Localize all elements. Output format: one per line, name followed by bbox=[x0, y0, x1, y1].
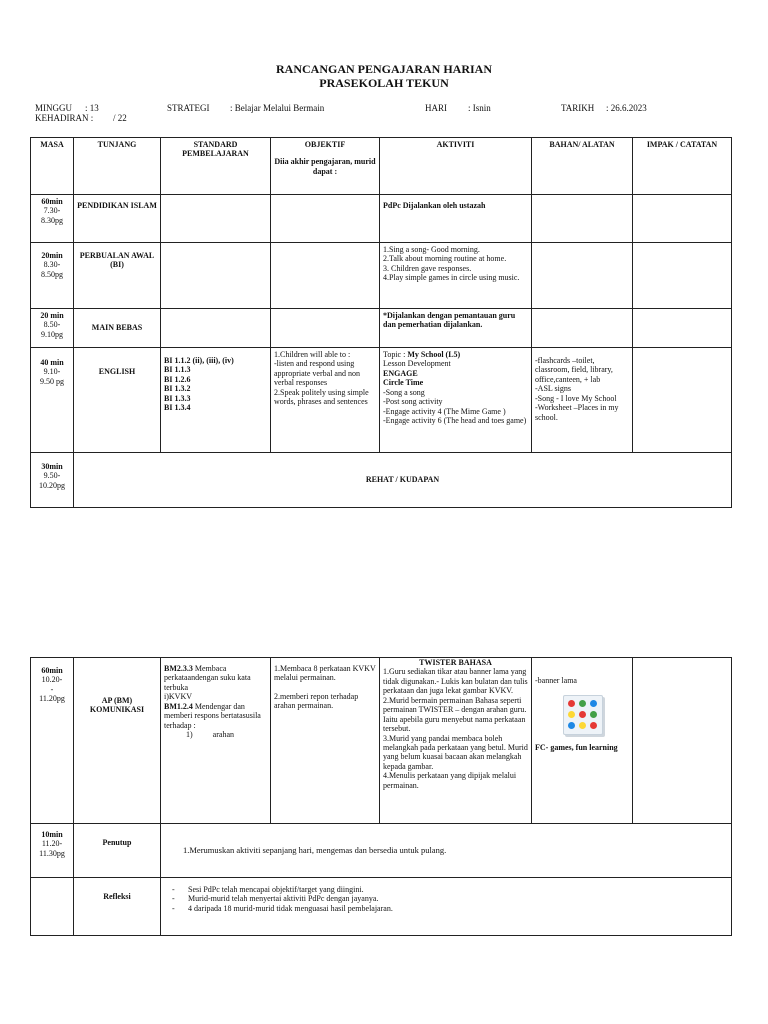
header-objektif bbox=[271, 138, 380, 195]
strategi-value: : Belajar Melalui Bermain bbox=[230, 103, 325, 113]
aktiviti-line: -Post song activity bbox=[383, 397, 443, 407]
page-subtitle: PRASEKOLAH TEKUN bbox=[319, 76, 449, 90]
bahan-line: -Song - I love My School bbox=[535, 393, 617, 403]
impak-cell bbox=[633, 243, 732, 309]
bahan-line: -Worksheet –Places in my school. bbox=[535, 403, 619, 422]
masa-time: 11.20- 11.30pg bbox=[39, 839, 65, 858]
standard-code: BI 1.3.3 bbox=[164, 393, 191, 403]
tunjang-cell: Refleksi bbox=[74, 878, 161, 936]
aktiviti-line: 4.Play simple games in circle using music. bbox=[383, 273, 520, 283]
objektif-cell bbox=[271, 309, 380, 348]
standard-cell bbox=[161, 243, 271, 309]
standard-code: BI 1.3.4 bbox=[164, 403, 191, 413]
topic-value: My School (L5) bbox=[407, 350, 461, 359]
bahan-line: FC- games, fun learning bbox=[535, 743, 618, 753]
twister-dot bbox=[590, 722, 597, 729]
masa-time: 10.20- - 11.20pg bbox=[39, 675, 65, 704]
masa-cell bbox=[31, 309, 74, 348]
hari-label: HARI bbox=[425, 103, 447, 113]
twister-dot bbox=[579, 700, 586, 707]
header-masa: MASA bbox=[31, 138, 74, 195]
rehat-cell: REHAT / KUDAPAN bbox=[74, 453, 732, 508]
impak-cell bbox=[633, 195, 732, 243]
table-row bbox=[31, 824, 732, 878]
twister-dot bbox=[579, 722, 586, 729]
masa-time: 7.30- 8.30pg bbox=[41, 206, 63, 225]
table-row bbox=[31, 348, 732, 453]
objektif-line: 2.Speak politely using simple words, phrases and sentences bbox=[274, 387, 369, 407]
standard-code: BI 1.1.2 (ii), (iii), (iv) bbox=[164, 356, 234, 365]
standard-code: BI 1.2.6 bbox=[164, 374, 191, 384]
table-row bbox=[31, 195, 732, 243]
objektif-line: 1.Children will able to : bbox=[274, 350, 351, 359]
bahan-line: -banner lama bbox=[535, 676, 577, 685]
masa-cell bbox=[31, 243, 74, 309]
masa-time: 9.10- 9.50 pg bbox=[40, 367, 64, 386]
penutup-content: 1.Merumuskan aktiviti sepanjang hari, mengemas dan bersedia untuk pulang. bbox=[161, 824, 732, 878]
table-row bbox=[31, 453, 732, 508]
objektif-cell bbox=[271, 348, 380, 453]
header-impak: IMPAK / CATATAN bbox=[633, 138, 732, 195]
header-tunjang: TUNJANG bbox=[74, 138, 161, 195]
header-standard: STANDARD PEMBELAJARAN bbox=[161, 138, 271, 195]
aktiviti-line: -Song a song bbox=[383, 387, 425, 397]
kehadiran-label: KEHADIRAN : bbox=[35, 113, 94, 123]
refleksi-item: - Sesi PdPc telah mencapai objektif/target yang diingini. bbox=[164, 885, 728, 894]
bahan-cell bbox=[532, 348, 633, 453]
lesson-plan-table-1 bbox=[30, 137, 732, 508]
table-row bbox=[31, 309, 732, 348]
header-bahan: BAHAN/ ALATAN bbox=[532, 138, 633, 195]
aktiviti-cell bbox=[380, 348, 532, 453]
masa-duration: 40 min bbox=[40, 358, 64, 367]
objektif-cell bbox=[271, 195, 380, 243]
objektif-cell bbox=[271, 243, 380, 309]
header-objektif-sub: Diia akhir pengajaran, murid dapat : bbox=[274, 157, 376, 176]
kehadiran-value: / 22 bbox=[113, 113, 127, 123]
standard-item bbox=[164, 730, 267, 739]
masa-duration: 60min bbox=[41, 197, 63, 206]
impak-cell bbox=[633, 658, 732, 824]
standard-line: i)KVKV bbox=[164, 692, 192, 702]
objektif-cell bbox=[271, 658, 380, 824]
twister-dot bbox=[579, 711, 586, 718]
standard-cell bbox=[161, 309, 271, 348]
minggu-value: : 13 bbox=[85, 103, 99, 113]
masa-duration: 60min bbox=[41, 666, 63, 675]
bahan-cell bbox=[532, 658, 633, 824]
standard-code: BI 1.3.2 bbox=[164, 384, 191, 394]
header-objektif-label: OBJEKTIF bbox=[304, 140, 346, 149]
aktiviti-line: 3. Children gave responses. bbox=[383, 263, 472, 273]
masa-duration: 20 min bbox=[40, 311, 64, 320]
objektif-line: 2.memberi repon terhadap arahan permainan. bbox=[274, 691, 359, 711]
aktiviti-line: 2.Talk about morning routine at home. bbox=[383, 254, 507, 264]
aktiviti-cell: PdPc Dijalankan oleh ustazah bbox=[380, 195, 532, 243]
masa-time: 8.50- 9.10pg bbox=[41, 320, 63, 339]
tarikh-label: TARIKH bbox=[561, 103, 595, 113]
standard-code: BI 1.1.3 bbox=[164, 365, 191, 375]
table-row bbox=[31, 658, 732, 824]
masa-time: 9.50- 10.20pg bbox=[39, 471, 65, 490]
tunjang-cell: MAIN BEBAS bbox=[74, 309, 161, 348]
tunjang-cell: PERBUALAN AWAL (BI) bbox=[74, 243, 161, 309]
strategi-label: STRATEGI bbox=[167, 103, 210, 113]
masa-duration: 30min bbox=[41, 462, 63, 471]
impak-cell bbox=[633, 348, 732, 453]
aktiviti-line: 1.Sing a song- Good morning. bbox=[383, 245, 480, 254]
masa-duration: 20min bbox=[41, 251, 63, 260]
standard-item-text: arahan bbox=[212, 730, 234, 740]
masa-cell bbox=[31, 658, 74, 824]
standard-cell bbox=[161, 195, 271, 243]
table-row bbox=[31, 243, 732, 309]
aktiviti-line: -Engage activity 4 (The Mime Game ) bbox=[383, 406, 506, 416]
twister-dot bbox=[590, 711, 597, 718]
refleksi-item: - Murid-murid telah menyertai aktiviti PdPc dengan jayanya. bbox=[164, 894, 728, 903]
topic-prefix: Topic : bbox=[383, 350, 408, 359]
objektif-line: -listen and respond using appropriate verbal and non verbal responses bbox=[274, 359, 360, 388]
masa-cell bbox=[31, 453, 74, 508]
aktiviti-line: Circle Time bbox=[383, 378, 424, 388]
bahan-line: -flashcards –toilet, classroom, field, library, office,canteen, + lab bbox=[535, 356, 613, 384]
standard-line bbox=[164, 664, 267, 692]
aktiviti-cell bbox=[380, 243, 532, 309]
standard-cell bbox=[161, 658, 271, 824]
hari-value: : Isnin bbox=[468, 103, 491, 113]
masa-cell bbox=[31, 195, 74, 243]
refleksi-item: - 4 daripada 18 murid-murid tidak menguasai hasil pembelajaran. bbox=[164, 904, 728, 913]
masa-cell bbox=[31, 348, 74, 453]
twister-dot bbox=[590, 700, 597, 707]
refleksi-content bbox=[161, 878, 732, 936]
lesson-plan-table-2 bbox=[30, 657, 732, 936]
aktiviti-line: ENGAGE bbox=[383, 368, 418, 378]
objektif-line: 1.Membaca 8 perkataan KVKV melalui permainan. bbox=[274, 664, 376, 683]
standard-text: Mendengar dan memberi respons bertatasusila terhadap : bbox=[164, 701, 261, 730]
twister-dot bbox=[568, 722, 575, 729]
aktiviti-line: 4.Menulis perkataan yang dipijak melalui permainan. bbox=[383, 771, 517, 790]
twister-dot bbox=[568, 700, 575, 707]
standard-line bbox=[164, 702, 267, 730]
objektif-spacer bbox=[274, 683, 376, 692]
bahan-cell bbox=[532, 309, 633, 348]
masa-cell bbox=[31, 878, 74, 936]
aktiviti-cell: *Dijalankan dengan pemantauan guru dan pemerhatian dijalankan. bbox=[380, 309, 532, 348]
masa-duration: 10min bbox=[41, 830, 63, 839]
twister-mat-image bbox=[563, 695, 603, 735]
aktiviti-line: Lesson Development bbox=[383, 359, 451, 369]
aktiviti-line: 3.Murid yang pandai membaca boleh melangkah pada perkataan yang betul. Murid yang belum kuasai bacaan akan melangkah kepada gambar. bbox=[383, 733, 528, 771]
standard-code: BM2.3.3 bbox=[164, 664, 193, 673]
standard-text: Membaca perkataandengan suku kata terbuka bbox=[164, 664, 251, 692]
standard-item-number: 1) bbox=[186, 730, 193, 740]
header-aktiviti: AKTIVITI bbox=[380, 138, 532, 195]
table-row bbox=[31, 878, 732, 936]
aktiviti-line: 2.Murid bermain permainan Bahasa seperti permainan TWISTER – dengan arahan guru. Iaitu apebila guru menyebut nama perkataan tersebut. bbox=[383, 695, 527, 734]
tunjang-cell: AP (BM) KOMUNIKASI bbox=[74, 658, 161, 824]
page-title: RANCANGAN PENGAJARAN HARIAN bbox=[276, 62, 492, 76]
masa-cell bbox=[31, 824, 74, 878]
aktiviti-title: TWISTER BAHASA bbox=[419, 658, 492, 667]
tunjang-cell: PENDIDIKAN ISLAM bbox=[74, 195, 161, 243]
standard-cell bbox=[161, 348, 271, 453]
tarikh-value: : 26.6.2023 bbox=[606, 103, 647, 113]
minggu-label: MINGGU bbox=[35, 103, 72, 113]
standard-code: BM1.2.4 bbox=[164, 701, 193, 711]
bahan-cell bbox=[532, 243, 633, 309]
aktiviti-line: -Engage activity 6 (The head and toes game) bbox=[383, 416, 527, 426]
bahan-line: -ASL signs bbox=[535, 384, 571, 394]
aktiviti-line: 1.Guru sediakan tikar atau banner lama yang tidak digunakan.- Lukis kan bulatan dan tulis perkataan dan juga lekat gambar KVKV. bbox=[383, 667, 528, 696]
topic-line bbox=[383, 350, 528, 359]
tunjang-cell: Penutup bbox=[74, 824, 161, 878]
impak-cell bbox=[633, 309, 732, 348]
table-header-row bbox=[31, 138, 732, 195]
tunjang-cell: ENGLISH bbox=[74, 348, 161, 453]
masa-time: 8.30- 8.50pg bbox=[41, 260, 63, 279]
bahan-cell bbox=[532, 195, 633, 243]
twister-dot bbox=[568, 711, 575, 718]
aktiviti-cell bbox=[380, 658, 532, 824]
